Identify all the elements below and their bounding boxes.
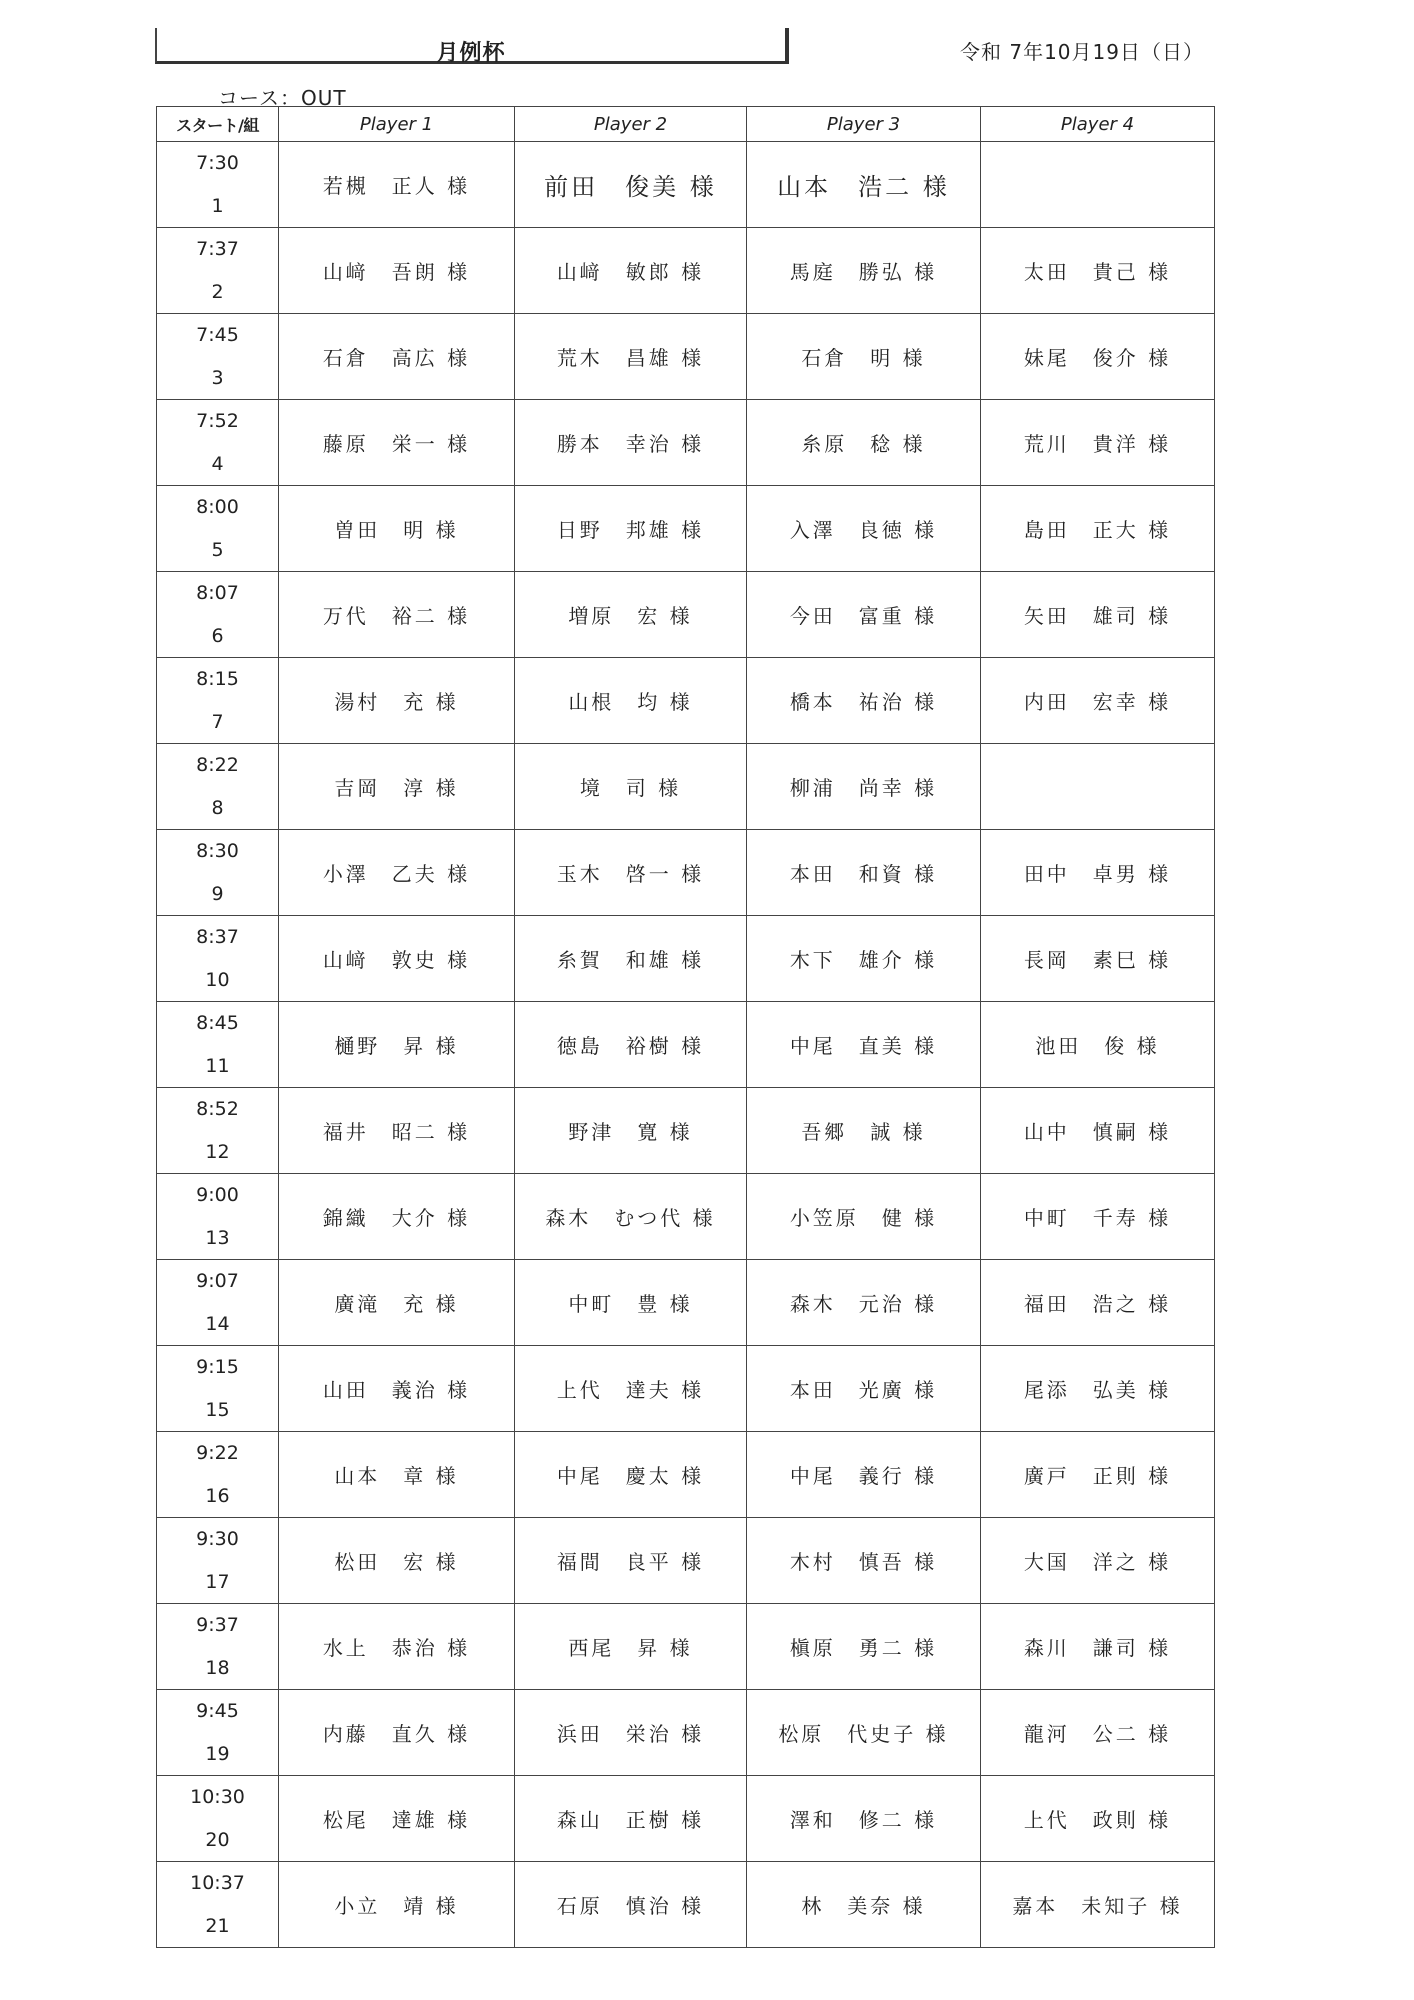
player-4-cell: [981, 1088, 1215, 1174]
player-2-cell: [515, 572, 747, 658]
player-1-cell: [279, 314, 515, 400]
table-header-row: [157, 107, 1215, 142]
player-name: 石倉 明 様: [801, 346, 926, 370]
player-name: 本田 光廣 様: [789, 1378, 938, 1402]
player-name: 木下 雄介 様: [789, 948, 938, 972]
player-1-cell: [279, 1432, 515, 1518]
player-3-cell: [747, 658, 981, 744]
event-date: 令和 7年10月19日（日）: [960, 40, 1204, 64]
group-number: 16: [205, 1485, 230, 1507]
table-row: [157, 1088, 1215, 1174]
start-time: 9:45: [196, 1700, 239, 1722]
player-name: 山田 義治 様: [322, 1378, 471, 1402]
player-name: 日野 邦雄 様: [556, 518, 705, 542]
player-name: 長岡 素巳 様: [1023, 948, 1172, 972]
player-4-cell: [981, 1518, 1215, 1604]
table-row: [157, 1002, 1215, 1088]
player-name: 吉岡 淳 様: [334, 776, 459, 800]
player-name: 妹尾 俊介 様: [1023, 346, 1172, 370]
start-time: 8:00: [196, 496, 239, 518]
player-name: 水上 恭治 様: [322, 1636, 471, 1660]
group-number: 13: [205, 1227, 230, 1249]
player-2-cell: [515, 314, 747, 400]
player-name: 森川 謙司 様: [1023, 1636, 1172, 1660]
table-row: [157, 1776, 1215, 1862]
player-name: 龍河 公二 様: [1023, 1722, 1172, 1746]
player-name: 内藤 直久 様: [322, 1722, 471, 1746]
player-4-cell: [981, 658, 1215, 744]
table-row: [157, 314, 1215, 400]
player-3-cell: [747, 1862, 981, 1948]
player-3-cell: [747, 314, 981, 400]
group-number: 1: [211, 195, 224, 217]
group-number: 21: [205, 1915, 230, 1937]
start-time: 8:07: [196, 582, 239, 604]
start-group-cell: [157, 1088, 279, 1174]
player-name: 中尾 直美 様: [789, 1034, 938, 1058]
player-3-cell: [747, 1518, 981, 1604]
player-name: 山﨑 吾朗 様: [322, 260, 471, 284]
player-1-cell: [279, 1518, 515, 1604]
player-2-cell: [515, 228, 747, 314]
player-4-cell: [981, 314, 1215, 400]
player-name: 浜田 栄治 様: [556, 1722, 705, 1746]
player-2-cell: [515, 916, 747, 1002]
column-header-player-3: Player 3: [747, 107, 981, 142]
start-time: 8:22: [196, 754, 239, 776]
start-group-cell: [157, 1862, 279, 1948]
player-3-cell: [747, 744, 981, 830]
start-group-cell: [157, 1518, 279, 1604]
group-number: 19: [205, 1743, 230, 1765]
player-name: 若槻 正人 様: [322, 174, 471, 198]
player-4-cell: [981, 830, 1215, 916]
player-2-cell: [515, 1088, 747, 1174]
player-1-cell: [279, 1346, 515, 1432]
start-time: 10:37: [190, 1872, 245, 1894]
start-time: 9:30: [196, 1528, 239, 1550]
player-name: 今田 富重 様: [789, 604, 938, 628]
start-time: 9:15: [196, 1356, 239, 1378]
player-4-cell: [981, 400, 1215, 486]
group-number: 14: [205, 1313, 230, 1335]
player-4-cell: [981, 1776, 1215, 1862]
player-name: 石倉 高広 様: [322, 346, 471, 370]
group-number: 9: [211, 883, 224, 905]
player-2-cell: [515, 1346, 747, 1432]
start-group-cell: [157, 1432, 279, 1518]
player-4-cell: [981, 1690, 1215, 1776]
player-1-cell: [279, 916, 515, 1002]
player-4-cell: [981, 916, 1215, 1002]
title-box: [155, 28, 789, 64]
player-name: 境 司 様: [579, 776, 682, 800]
group-number: 4: [211, 453, 224, 475]
player-name: 吾郷 誠 様: [801, 1120, 926, 1144]
player-2-cell: [515, 1518, 747, 1604]
start-group-cell: [157, 314, 279, 400]
start-group-cell: [157, 658, 279, 744]
player-2-cell: [515, 658, 747, 744]
player-name: 中尾 慶太 様: [556, 1464, 705, 1488]
player-1-cell: [279, 658, 515, 744]
player-1-cell: [279, 1088, 515, 1174]
player-name: 森木 むつ代 様: [545, 1206, 716, 1230]
player-name: 松田 宏 様: [334, 1550, 459, 1574]
start-time: 8:30: [196, 840, 239, 862]
player-3-cell: [747, 400, 981, 486]
player-2-cell: [515, 486, 747, 572]
player-name: 廣滝 充 様: [334, 1292, 459, 1316]
player-name: 藤原 栄一 様: [322, 432, 471, 456]
player-name: 澤和 修二 様: [789, 1808, 938, 1832]
player-name: 小笠原 健 様: [789, 1206, 938, 1230]
player-3-cell: [747, 1174, 981, 1260]
player-4-cell: [981, 1260, 1215, 1346]
group-number: 18: [205, 1657, 230, 1679]
player-1-cell: [279, 142, 515, 228]
player-name: 山﨑 敦史 様: [322, 948, 471, 972]
table-row: [157, 1174, 1215, 1260]
start-group-cell: [157, 1002, 279, 1088]
start-group-cell: [157, 830, 279, 916]
course-label: コース：OUT: [218, 86, 347, 110]
column-header-player-4: Player 4: [981, 107, 1215, 142]
table-row: [157, 142, 1215, 228]
player-name: 入澤 良徳 様: [789, 518, 938, 542]
player-name: 山中 慎嗣 様: [1023, 1120, 1172, 1144]
player-2-cell: [515, 1776, 747, 1862]
player-2-cell: [515, 1432, 747, 1518]
group-number: 3: [211, 367, 224, 389]
player-1-cell: [279, 572, 515, 658]
group-number: 8: [211, 797, 224, 819]
group-number: 17: [205, 1571, 230, 1593]
player-name: 西尾 昇 様: [568, 1636, 693, 1660]
player-1-cell: [279, 1260, 515, 1346]
player-name: 徳島 裕樹 様: [556, 1034, 705, 1058]
table-row: [157, 572, 1215, 658]
player-name: 池田 俊 様: [1035, 1034, 1160, 1058]
player-2-cell: [515, 1260, 747, 1346]
start-group-cell: [157, 486, 279, 572]
player-name: 福井 昭二 様: [322, 1120, 471, 1144]
start-group-cell: [157, 228, 279, 314]
column-header-player-2: Player 2: [515, 107, 747, 142]
player-1-cell: [279, 400, 515, 486]
player-name: 槇原 勇二 様: [789, 1636, 938, 1660]
player-3-cell: [747, 830, 981, 916]
player-2-cell: [515, 1690, 747, 1776]
player-name: 山根 均 様: [568, 690, 693, 714]
start-time: 10:30: [190, 1786, 245, 1808]
player-1-cell: [279, 1862, 515, 1948]
player-1-cell: [279, 1776, 515, 1862]
group-number: 15: [205, 1399, 230, 1421]
start-time: 9:07: [196, 1270, 239, 1292]
player-name: 前田 俊美 様: [544, 173, 717, 201]
player-4-cell: [981, 1604, 1215, 1690]
player-name: 増原 宏 様: [568, 604, 693, 628]
player-name: 上代 達夫 様: [556, 1378, 705, 1402]
player-name: 荒川 貴洋 様: [1023, 432, 1172, 456]
player-2-cell: [515, 142, 747, 228]
table-row: [157, 658, 1215, 744]
player-1-cell: [279, 1604, 515, 1690]
player-name: 山本 浩二 様: [777, 173, 950, 201]
start-group-cell: [157, 142, 279, 228]
start-time: 9:22: [196, 1442, 239, 1464]
group-number: 7: [211, 711, 224, 733]
group-number: 2: [211, 281, 224, 303]
start-time: 9:00: [196, 1184, 239, 1206]
player-3-cell: [747, 486, 981, 572]
player-name: 廣戸 正則 様: [1023, 1464, 1172, 1488]
start-time: 8:37: [196, 926, 239, 948]
table-row: [157, 228, 1215, 314]
player-4-cell: [981, 1346, 1215, 1432]
table-row: [157, 1518, 1215, 1604]
player-2-cell: [515, 1862, 747, 1948]
start-time: 7:45: [196, 324, 239, 346]
player-name: 柳浦 尚幸 様: [789, 776, 938, 800]
player-2-cell: [515, 1002, 747, 1088]
player-name: 曽田 明 様: [334, 518, 459, 542]
player-3-cell: [747, 1260, 981, 1346]
player-4-cell: [981, 1432, 1215, 1518]
player-name: 上代 政則 様: [1023, 1808, 1172, 1832]
table-row: [157, 1346, 1215, 1432]
group-number: 6: [211, 625, 224, 647]
start-group-cell: [157, 1174, 279, 1260]
player-name: 糸原 稔 様: [801, 432, 926, 456]
player-1-cell: [279, 1174, 515, 1260]
start-group-cell: [157, 1776, 279, 1862]
player-3-cell: [747, 1690, 981, 1776]
start-group-cell: [157, 1690, 279, 1776]
player-1-cell: [279, 744, 515, 830]
player-name: 木村 慎吾 様: [789, 1550, 938, 1574]
group-number: 12: [205, 1141, 230, 1163]
start-time: 7:52: [196, 410, 239, 432]
player-3-cell: [747, 1002, 981, 1088]
player-3-cell: [747, 228, 981, 314]
table-row: [157, 1690, 1215, 1776]
group-number: 10: [205, 969, 230, 991]
start-group-cell: [157, 916, 279, 1002]
start-time: 8:45: [196, 1012, 239, 1034]
column-header-player-1: Player 1: [279, 107, 515, 142]
player-4-cell: [981, 142, 1215, 228]
group-number: 5: [211, 539, 224, 561]
table-row: [157, 1862, 1215, 1948]
group-number: 20: [205, 1829, 230, 1851]
player-name: 糸賀 和雄 様: [556, 948, 705, 972]
player-name: 嘉本 未知子 様: [1012, 1894, 1183, 1918]
player-name: 中町 豊 様: [568, 1292, 693, 1316]
player-3-cell: [747, 1088, 981, 1174]
player-4-cell: [981, 1002, 1215, 1088]
player-2-cell: [515, 744, 747, 830]
player-4-cell: [981, 1174, 1215, 1260]
player-name: 大国 洋之 様: [1023, 1550, 1172, 1574]
player-2-cell: [515, 830, 747, 916]
player-name: 錦織 大介 様: [322, 1206, 471, 1230]
start-group-cell: [157, 400, 279, 486]
start-group-cell: [157, 1604, 279, 1690]
player-name: 松原 代史子 様: [778, 1722, 949, 1746]
player-2-cell: [515, 1174, 747, 1260]
table-row: [157, 744, 1215, 830]
player-name: 太田 貴己 様: [1023, 260, 1172, 284]
start-time: 8:15: [196, 668, 239, 690]
table-row: [157, 400, 1215, 486]
player-3-cell: [747, 142, 981, 228]
player-3-cell: [747, 916, 981, 1002]
player-1-cell: [279, 228, 515, 314]
start-group-cell: [157, 1346, 279, 1432]
player-4-cell: [981, 1862, 1215, 1948]
player-3-cell: [747, 1604, 981, 1690]
player-3-cell: [747, 572, 981, 658]
player-name: 小立 靖 様: [334, 1894, 459, 1918]
group-number: 11: [205, 1055, 230, 1077]
player-1-cell: [279, 486, 515, 572]
table-row: [157, 1432, 1215, 1518]
table-row: [157, 830, 1215, 916]
player-name: 小澤 乙夫 様: [322, 862, 471, 886]
player-2-cell: [515, 400, 747, 486]
player-name: 荒木 昌雄 様: [556, 346, 705, 370]
player-3-cell: [747, 1776, 981, 1862]
player-1-cell: [279, 1002, 515, 1088]
start-time: 9:37: [196, 1614, 239, 1636]
start-group-cell: [157, 1260, 279, 1346]
player-name: 馬庭 勝弘 様: [789, 260, 938, 284]
tee-time-table: [156, 106, 1215, 1948]
player-name: 矢田 雄司 様: [1023, 604, 1172, 628]
table-row: [157, 1260, 1215, 1346]
player-name: 玉木 啓一 様: [556, 862, 705, 886]
player-name: 山﨑 敏郎 様: [556, 260, 705, 284]
player-3-cell: [747, 1346, 981, 1432]
player-name: 湯村 充 様: [334, 690, 459, 714]
player-name: 田中 卓男 様: [1023, 862, 1172, 886]
player-name: 万代 裕二 様: [322, 604, 471, 628]
player-name: 島田 正大 様: [1023, 518, 1172, 542]
player-4-cell: [981, 486, 1215, 572]
player-1-cell: [279, 1690, 515, 1776]
player-name: 山本 章 様: [334, 1464, 459, 1488]
page-title: 月例杯: [436, 41, 506, 66]
player-name: 林 美奈 様: [801, 1894, 926, 1918]
start-group-cell: [157, 572, 279, 658]
player-4-cell: [981, 228, 1215, 314]
player-name: 橋本 祐治 様: [789, 690, 938, 714]
player-2-cell: [515, 1604, 747, 1690]
player-name: 福間 良平 様: [556, 1550, 705, 1574]
player-3-cell: [747, 1432, 981, 1518]
table-row: [157, 1604, 1215, 1690]
player-name: 勝本 幸治 様: [556, 432, 705, 456]
player-name: 本田 和資 様: [789, 862, 938, 886]
player-1-cell: [279, 830, 515, 916]
player-name: 中尾 義行 様: [789, 1464, 938, 1488]
player-4-cell: [981, 572, 1215, 658]
column-header-start-group: スタート/組: [157, 107, 279, 142]
player-name: 石原 慎治 様: [556, 1894, 705, 1918]
player-name: 中町 千寿 様: [1023, 1206, 1172, 1230]
start-group-cell: [157, 744, 279, 830]
player-4-cell: [981, 744, 1215, 830]
player-name: 樋野 昇 様: [334, 1034, 459, 1058]
player-name: 松尾 達雄 様: [322, 1808, 471, 1832]
table-row: [157, 916, 1215, 1002]
start-time: 8:52: [196, 1098, 239, 1120]
player-name: 尾添 弘美 様: [1023, 1378, 1172, 1402]
start-time: 7:30: [196, 152, 239, 174]
player-name: 森木 元治 様: [789, 1292, 938, 1316]
player-name: 福田 浩之 様: [1023, 1292, 1172, 1316]
start-time: 7:37: [196, 238, 239, 260]
player-name: 野津 寛 様: [568, 1120, 693, 1144]
player-name: 森山 正樹 様: [556, 1808, 705, 1832]
table-row: [157, 486, 1215, 572]
player-name: 内田 宏幸 様: [1023, 690, 1172, 714]
